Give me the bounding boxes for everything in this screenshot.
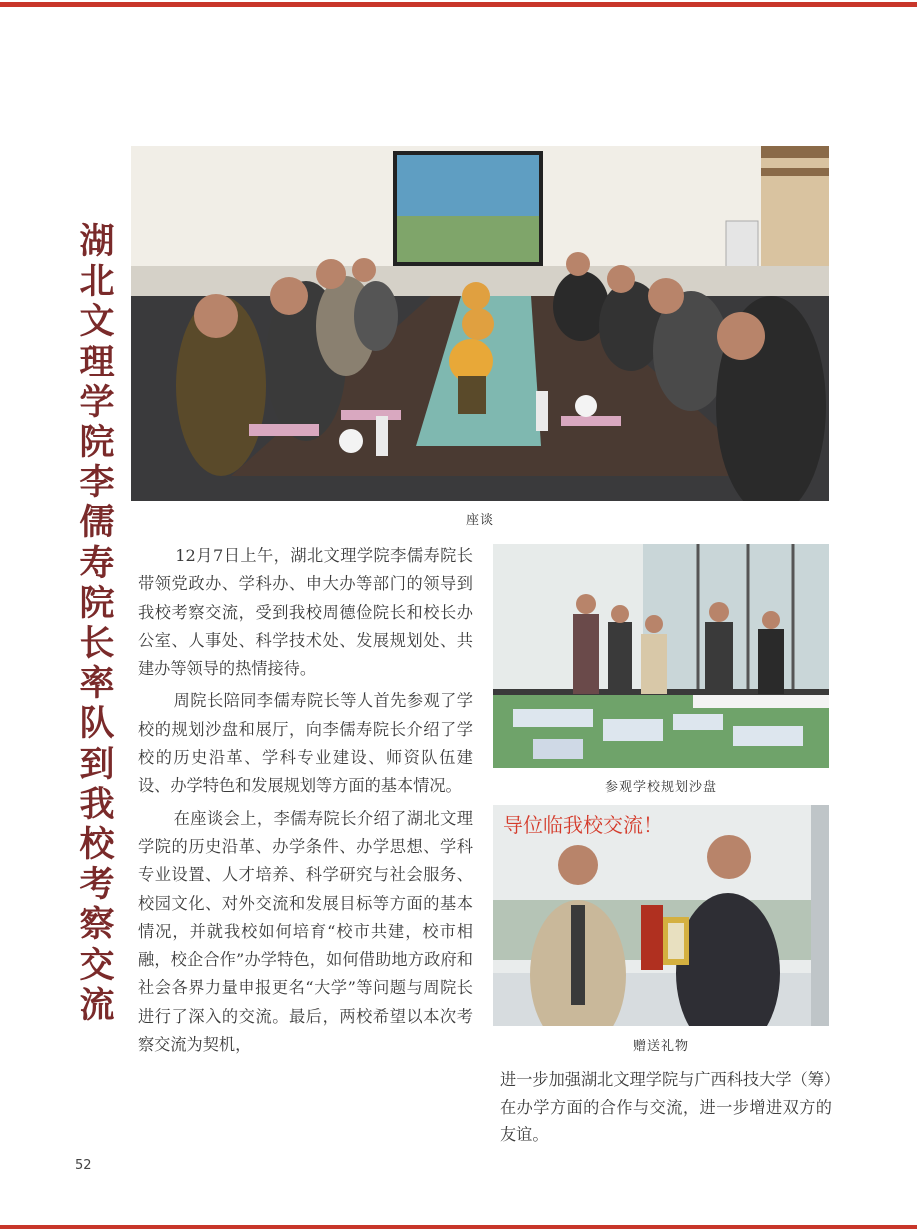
campus-model-photo [493, 544, 829, 768]
meeting-photo-caption: 座谈 [465, 513, 494, 528]
paragraph: 周院长陪同李儒寿院长等人首先参观了学校的规划沙盘和展厅，向李儒寿院长介绍了学校的历史沿革、学科专业建设、师资队伍建设、办学特色和发展规划等方面的基本情况。 [138, 691, 473, 796]
paragraph: 12月7日上午，湖北文理学院李儒寿院长带领党政办、学科办、申大办等部门的领导到我校考察交流，受到我校周德俭院长和校长办公室、人事处、科学技术处、发展规划处、共建办等领导的热情接待。 [138, 546, 473, 679]
article-title: 湖北文理学院李儒寿院长率队到我校考察交流 [79, 221, 115, 1026]
gift-photo-caption: 赠送礼物 [632, 1039, 689, 1054]
top-rule [0, 2, 917, 7]
article-continuation [500, 1066, 832, 1149]
banner-text: 导位临我校交流！ [503, 813, 663, 837]
gift-photo [493, 805, 829, 1026]
paragraph: 在座谈会上，李儒寿院长介绍了湖北文理学院的历史沿革、办学条件、办学思想、学科专业设置、人才培养、科学研究与社会服务、校园文化、对外交流和发展目标等方面的基本情况，并就我校如何培育“校市共建，校市相融，校企合作”办学特色，如何借助地方政府和社会各界力量申报更名“大学”等问题与周院长进行了深入的交流。最后，两校希望以本次考察交流为契机， [138, 808, 473, 1055]
campus-model-caption: 参观学校规划沙盘 [604, 780, 717, 795]
article-body [138, 542, 473, 1059]
bottom-rule [0, 1225, 917, 1229]
page-number: 52 [75, 1158, 92, 1173]
paragraph-continuation: 进一步加强湖北文理学院与广西科技大学（筹）在办学方面的合作与交流，进一步增进双方的友谊。 [500, 1070, 832, 1145]
meeting-photo [131, 146, 829, 501]
